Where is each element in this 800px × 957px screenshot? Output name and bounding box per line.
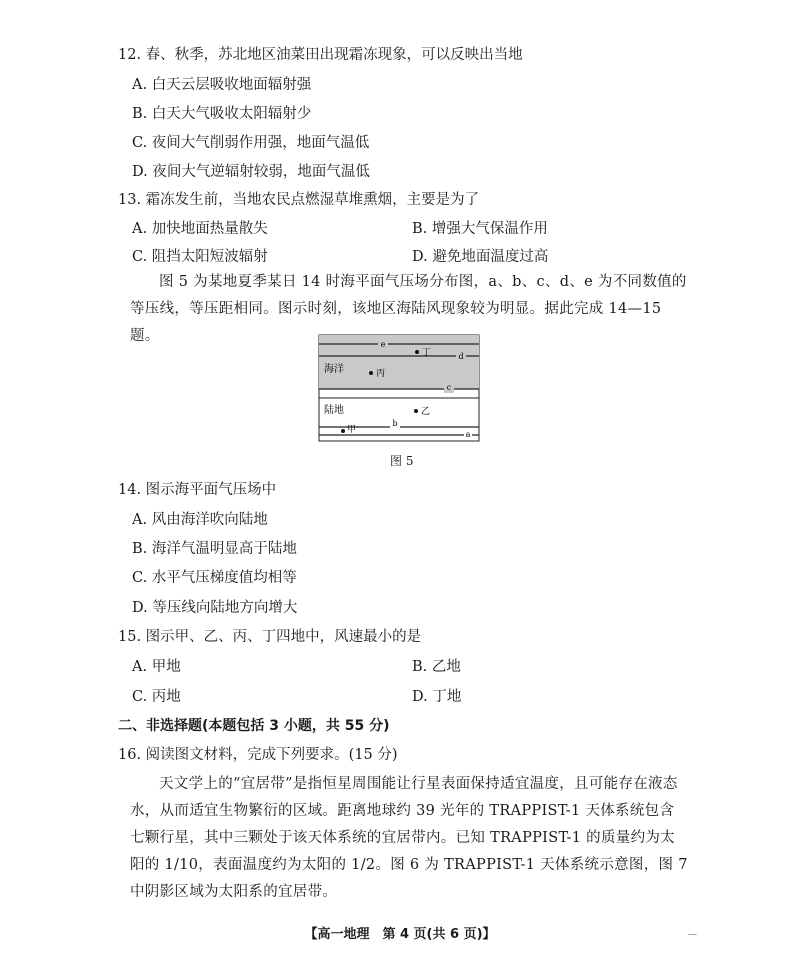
page-footer: 【高一地理 第 4 页(共 6 页)】	[304, 927, 496, 942]
q16-material	[130, 771, 688, 906]
figure-intro-text: 图 5 为某地夏季某日 14 时海平面气压场分布图，a、b、c、d、e 为不同数值的等压线，等压距相同。图示时刻，该地区海陆风现象较为明显。据此完成 14—15 题。	[130, 274, 687, 344]
point-ding	[415, 350, 419, 354]
q13-option-d: D. 避免地面温度过高	[412, 249, 549, 265]
q16-stem: 16. 阅读图文材料，完成下列要求。(15 分)	[118, 747, 398, 763]
isobar-figure	[318, 334, 480, 444]
point-ding-label: 丁	[422, 348, 432, 358]
q14-option-b: B. 海洋气温明显高于陆地	[132, 541, 297, 557]
figure-caption: 图 5	[390, 454, 414, 468]
q13-stem: 13. 霜冻发生前，当地农民点燃湿草堆熏烟，主要是为了	[118, 192, 480, 208]
q14-option-c: C. 水平气压梯度值均相等	[132, 570, 297, 586]
point-yi-label: 乙	[421, 407, 431, 417]
q15-stem: 15. 图示甲、乙、丙、丁四地中，风速最小的是	[118, 629, 422, 645]
point-jia	[341, 429, 345, 433]
q14-option-d: D. 等压线向陆地方向增大	[132, 600, 298, 616]
isobar-diagram	[318, 334, 480, 444]
q12-stem: 12. 春、秋季，苏北地区油菜田出现霜冻现象，可以反映出当地	[118, 47, 523, 63]
q12-option-b: B. 白天大气吸收太阳辐射少	[132, 106, 312, 122]
sea-label: 海洋	[324, 364, 344, 375]
point-bing	[369, 371, 373, 375]
point-yi	[414, 409, 418, 413]
q12-option-c: C. 夜间大气削弱作用强，地面气温低	[132, 135, 370, 151]
q14-stem: 14. 图示海平面气压场中	[118, 482, 277, 498]
isobar-e-top-label: e	[380, 340, 386, 349]
corner-mark: —	[688, 930, 697, 940]
sea-area	[319, 335, 479, 389]
q13-option-a: A. 加快地面热量散失	[132, 221, 268, 237]
point-jia-label: 甲	[347, 425, 357, 435]
q13-option-b: B. 增强大气保温作用	[412, 221, 548, 237]
q16-material-text: 天文学上的“宜居带”是指恒星周围能让行星表面保持适宜温度，且可能存在液态水，从而适宜生物繁衍的区域。距离地球约 39 光年的 TRAPPIST-1 天体系统包含七颗行星，其中三颗处于该天体系统的宜居带内。已知 TRAPPIST-1 的质量约为太阳的 1/10，表面温度约为太阳的 1/2。图 6 为 TRAPPIST-1 天体系统示意图，图 7 中阴影区域为太阳系的宜居带。	[130, 776, 688, 900]
isobar-b-label: b	[392, 419, 398, 428]
isobar-a-label: a	[465, 430, 471, 439]
q15-option-a: A. 甲地	[132, 659, 181, 675]
point-bing-label: 丙	[376, 369, 386, 379]
isobar-d-label: d	[458, 352, 464, 361]
land-label: 陆地	[324, 405, 344, 416]
section-heading: 二、非选择题(本题包括 3 小题，共 55 分)	[118, 718, 390, 734]
q15-option-d: D. 丁地	[412, 689, 462, 705]
q14-option-a: A. 风由海洋吹向陆地	[132, 512, 268, 528]
q15-option-b: B. 乙地	[412, 659, 461, 675]
q12-option-d: D. 夜间大气逆辐射较弱，地面气温低	[132, 164, 370, 180]
isobar-c-label: c	[446, 383, 452, 392]
q13-option-c: C. 阻挡太阳短波辐射	[132, 249, 268, 265]
q12-option-a: A. 白天云层吸收地面辐射强	[132, 77, 312, 93]
q15-option-c: C. 丙地	[132, 689, 181, 705]
